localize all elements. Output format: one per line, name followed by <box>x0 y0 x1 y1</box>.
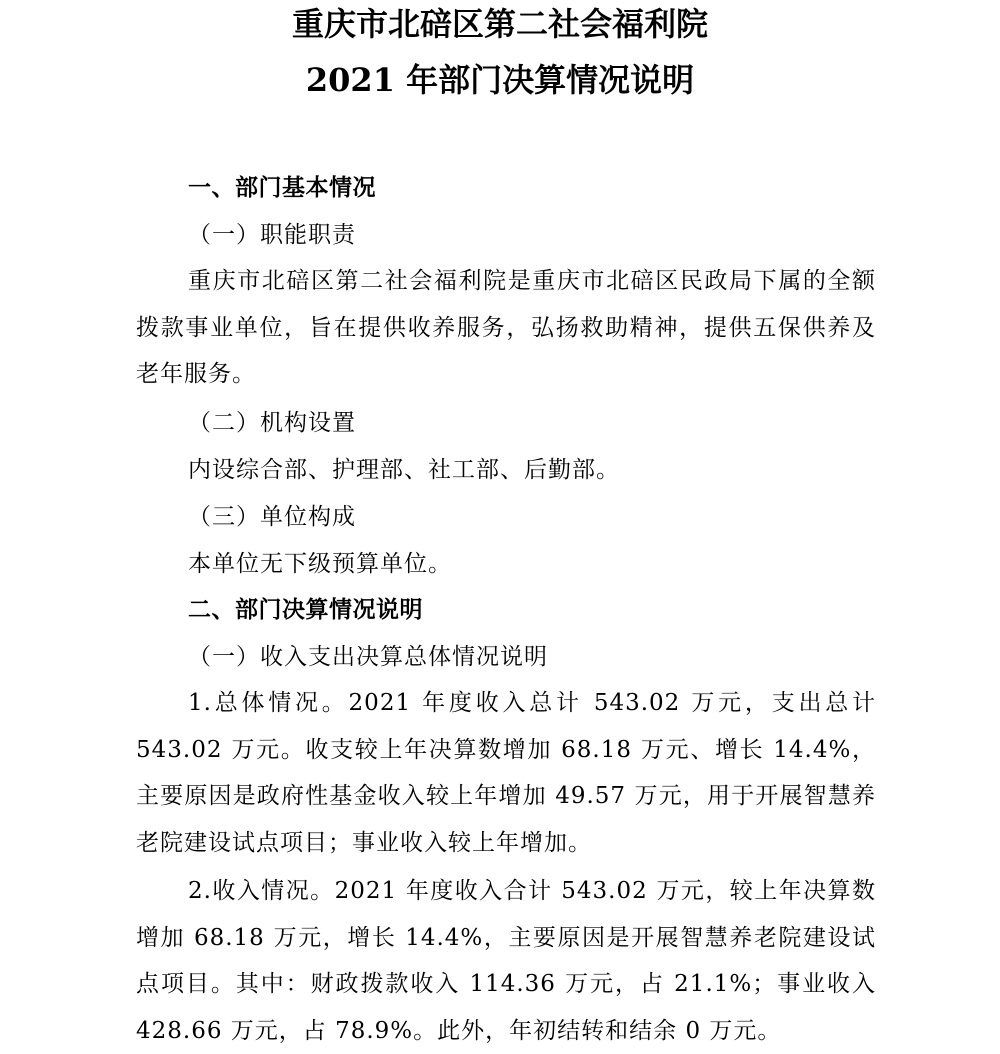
income-situation-paragraph: 2.收入情况。2021 年度收入合计 543.02 万元，较上年决算数增加 68.18 万元，增长 14.4%，主要原因是开展智慧养老院建设试点项目。其中：财政拨款收入 114.36 万元，占 21.1%；事业收入 428.66 万元，占 78.9%。此外，年初结转和结余 0 万元。 <box>136 878 876 1044</box>
section-2-heading: 二、部门决算情况说明 <box>188 597 423 623</box>
section-1-1-paragraph: 重庆市北碚区第二社会福利院是重庆市北碚区民政局下属的全额拨款事业单位，旨在提供收养服务，弘扬救助精神，提供五保供养及老年服务。 <box>136 268 876 387</box>
section-1-heading: 一、部门基本情况 <box>188 175 376 201</box>
section-1-2-paragraph: 内设综合部、护理部、社工部、后勤部。 <box>188 457 620 483</box>
document-title-line2: 2021 年部门决算情况说明 <box>305 61 695 99</box>
overall-situation-paragraph: 1.总体情况。2021 年度收入总计 543.02 万元，支出总计 543.02 万元。收支较上年决算数增加 68.18 万元、增长 14.4%，主要原因是政府性基金收入较上年增加 49.57 万元，用于开展智慧养老院建设试点项目；事业收入较上年增加。 <box>136 690 876 856</box>
section-1-1-heading: （一）职能职责 <box>188 222 356 248</box>
section-1-2-heading: （二）机构设置 <box>188 410 356 436</box>
section-1-3-heading: （三）单位构成 <box>188 504 356 530</box>
document-title-line1: 重庆市北碚区第二社会福利院 <box>291 5 708 43</box>
section-1-3-paragraph: 本单位无下级预算单位。 <box>188 551 452 577</box>
section-2-1-heading: （一）收入支出决算总体情况说明 <box>188 644 548 670</box>
